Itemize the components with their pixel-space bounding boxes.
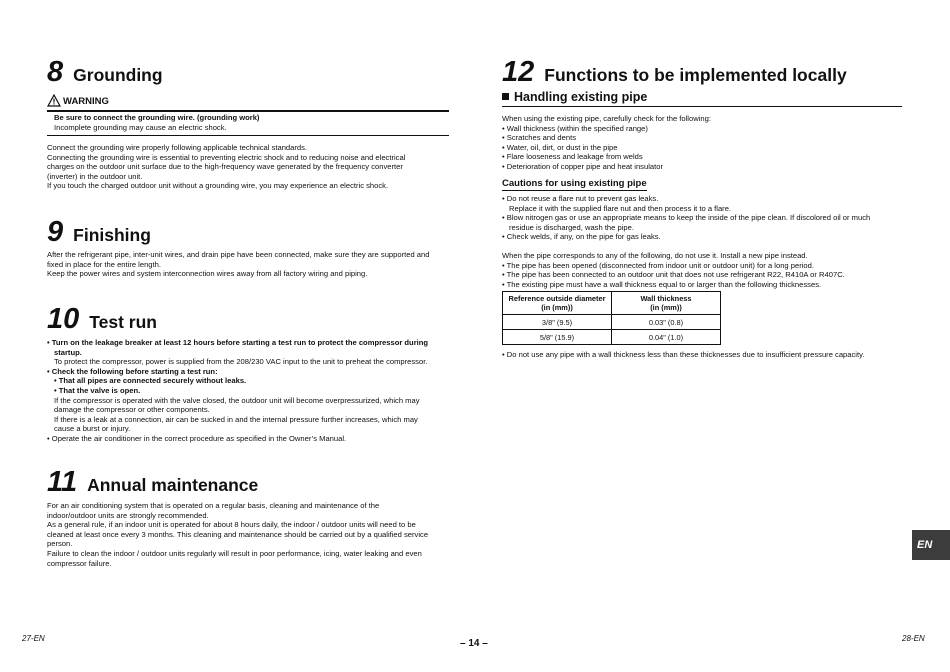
list-item-text: damage the compressor or other components. [54, 405, 210, 415]
section-9-body [47, 250, 449, 279]
cautions-heading: Cautions for using existing pipe [502, 178, 647, 189]
list-item-text: Do not use any pipe with a wall thickness less than these thicknesses due to insufficient pressure capacity. [506, 350, 865, 359]
list-item-text: The pipe has been opened (disconnected from indoor unit or outdoor unit) for a long period. [506, 260, 814, 270]
section-11-body [47, 501, 449, 568]
list-item-text: If there is a leak at a connection, air can be sucked in and the internal pressure further increases, which may [54, 414, 418, 424]
table-header: Wall thickness (in (mm)) [612, 292, 721, 315]
paragraph-line: compressor failure. [47, 558, 112, 568]
list-item-text: Scratches and dents [506, 133, 577, 143]
paragraph-line: person. [47, 539, 73, 549]
table-header-row [503, 292, 721, 315]
section-number: 10 [47, 303, 80, 335]
section-number: 12 [502, 56, 535, 88]
warning-icon [47, 94, 61, 107]
list-item: • Do not use any pipe with a wall thickness less than these thicknesses due to insufficient pressure capacity. [502, 350, 865, 359]
list-item-text: residue is discharged, wash the pipe. [509, 222, 634, 232]
table-header: Reference outside diameter (in (mm)) [503, 292, 612, 315]
list-item: • Wall thickness (within the specified range) [502, 123, 648, 133]
square-bullet-icon [502, 93, 509, 100]
list-item-text: Do not reuse a flare nut to prevent gas leaks. [506, 194, 659, 203]
table-row [503, 330, 721, 345]
section-12-heading [502, 56, 847, 89]
list-item-text: Wall thickness (within the specified range) [506, 123, 648, 133]
list-item-text: cause a burst or injury. [54, 424, 131, 434]
page-number-center: – 14 – [460, 638, 488, 649]
list-item-text: Check welds, if any, on the pipe for gas leaks. [506, 232, 661, 242]
list-item: • Flare looseness and leakage from welds [502, 152, 643, 162]
paragraph-line: After the refrigerant pipe, inter-unit wires, and drain pipe have been connected, make sure they are supported and [47, 250, 430, 259]
section-title: Functions to be implemented locally [544, 65, 847, 85]
paragraph-line: fixed in place for the entire length. [47, 259, 161, 269]
section-number: 11 [47, 466, 78, 498]
section-10-heading [47, 303, 157, 336]
warning-header [47, 94, 449, 112]
paragraph-line: If you touch the charged outdoor unit without a grounding wire, you may experience an electric shock. [47, 181, 389, 191]
list-item-text: If the compressor is operated with the valve closed, the outdoor unit will become overpressurized, which may [54, 395, 420, 405]
paragraph-line: (inverter) in the outdoor unit. [47, 171, 143, 181]
paragraph-line: Connecting the grounding wire is essential to preventing electric shock and to reducing noise and electrical [47, 152, 406, 162]
paragraph-line: For an air conditioning system that is operated on a regular basis, cleaning and maintenance of the [47, 501, 380, 510]
subsection-title: Handling existing pipe [514, 90, 648, 104]
paragraph-line: When the pipe corresponds to any of the following, do not use it. Install a new pipe instead. [502, 251, 808, 260]
list-item: • The pipe has been connected to an outdoor unit that does not use refrigerant R22, R410A or R407C. [502, 270, 845, 280]
paragraph-line: indoor/outdoor units are strongly recommended. [47, 510, 209, 520]
list-item-text: That the valve is open. [58, 385, 141, 395]
list-item: • Deterioration of copper pipe and heat insulator [502, 161, 663, 171]
table-cell: 0.03" (0.8) [612, 315, 721, 330]
table-cell: 0.04" (1.0) [612, 330, 721, 345]
section-title: Finishing [73, 225, 151, 245]
language-tab: EN [912, 530, 950, 560]
final-note [502, 350, 904, 360]
section-9-heading [47, 216, 151, 249]
list-item-text: Operate the air conditioner in the correct procedure as specified in the Owner’s Manual. [51, 433, 347, 443]
warning-text: Be sure to connect the grounding wire. (grounding work) [54, 113, 260, 122]
section-10-body [47, 338, 449, 444]
table-row [503, 315, 721, 330]
list-item-text: Deterioration of copper pipe and heat insulator [506, 161, 663, 171]
paragraph-line: Failure to clean the indoor / outdoor units regularly will result in poor performance, icing, water leaking and even [47, 548, 422, 558]
paragraph-line: Keep the power wires and system interconnection wires away from all factory wiring and piping. [47, 269, 368, 279]
list-item-text: That all pipes are connected securely without leaks. [58, 376, 247, 386]
paragraph-line: As a general rule, if an indoor unit is operated for about 8 hours daily, the indoor / outdoor units will need to be [47, 520, 416, 530]
list-item: • Operate the air conditioner in the correct procedure as specified in the Owner’s Manual. [47, 433, 347, 443]
paragraph-line: When using the existing pipe, carefully check for the following: [502, 114, 711, 123]
list-item-text: Turn on the leakage breaker at least 12 hours before starting a test run to protect the compressor during [51, 338, 429, 347]
list-item: • Turn on the leakage breaker at least 12 hours before starting a test run to protect the compressor during [47, 338, 429, 347]
list-item-text: Flare looseness and leakage from welds [506, 152, 643, 162]
section-8-body [47, 143, 449, 191]
table-cell: 3/8" (9.5) [503, 315, 612, 330]
warning-text: Incomplete grounding may cause an electric shock. [54, 122, 227, 132]
do-not-use-list [502, 251, 904, 289]
wall-thickness-table [502, 291, 721, 345]
list-item: • Do not reuse a flare nut to prevent gas leaks. [502, 194, 659, 203]
list-item-text: Blow nitrogen gas or use an appropriate means to keep the inside of the pipe clean. If discolored oil or much [506, 213, 871, 223]
list-item: • That all pipes are connected securely without leaks. [54, 376, 247, 386]
table-cell: 5/8" (15.9) [503, 330, 612, 345]
list-item-text: The existing pipe must have a wall thickness equal to or larger than the following thicknesses. [506, 279, 822, 289]
paragraph-line: Connect the grounding wire properly following applicable technical standards. [47, 143, 308, 152]
subsection-heading [502, 90, 902, 107]
list-item-text: Check the following before starting a test run: [51, 366, 218, 376]
list-item-text: The pipe has been connected to an outdoor unit that does not use refrigerant R22, R410A or R407C. [506, 270, 845, 280]
section-title: Test run [89, 312, 158, 332]
list-item: • The pipe has been opened (disconnected from indoor unit or outdoor unit) for a long period. [502, 260, 814, 270]
list-item-text: Water, oil, dirt, or dust in the pipe [506, 142, 618, 152]
page-number-right: 28-EN [902, 634, 925, 643]
section-number: 8 [47, 56, 64, 88]
list-item: • That the valve is open. [54, 385, 141, 395]
section-8-heading [47, 56, 163, 89]
list-item: • Water, oil, dirt, or dust in the pipe [502, 142, 618, 152]
paragraph-line: cleaned at least once every 3 months. This cleaning and maintenance should be carried out by a qualified service [47, 529, 429, 539]
section-number: 9 [47, 216, 64, 248]
section-title: Grounding [73, 65, 163, 85]
list-item: • Blow nitrogen gas or use an appropriate means to keep the inside of the pipe clean. If discolored oil or much [502, 213, 871, 223]
section-title: Annual maintenance [87, 475, 259, 495]
warning-label: WARNING [63, 96, 109, 107]
list-item-text: startup. [54, 347, 82, 357]
list-item: • Check welds, if any, on the pipe for gas leaks. [502, 232, 661, 242]
cautions-list [502, 194, 904, 242]
section-11-heading [47, 466, 258, 499]
list-item: • Scratches and dents [502, 133, 577, 143]
page-number-left: 27-EN [22, 634, 45, 643]
list-item: • The existing pipe must have a wall thickness equal to or larger than the following thicknesses. [502, 279, 822, 289]
list-item-text: Replace it with the supplied flare nut and then process it to a flare. [509, 203, 732, 213]
list-item: • Check the following before starting a test run: [47, 366, 218, 376]
pipe-check-list [502, 114, 904, 172]
paragraph-line: charges on the outdoor unit surface due to the high-frequency wave generated by the frequency converter [47, 162, 403, 172]
warning-box [47, 113, 449, 136]
list-item-text: To protect the compressor, power is supplied from the 208/230 VAC input to the unit to preheat the compressor. [54, 357, 428, 367]
